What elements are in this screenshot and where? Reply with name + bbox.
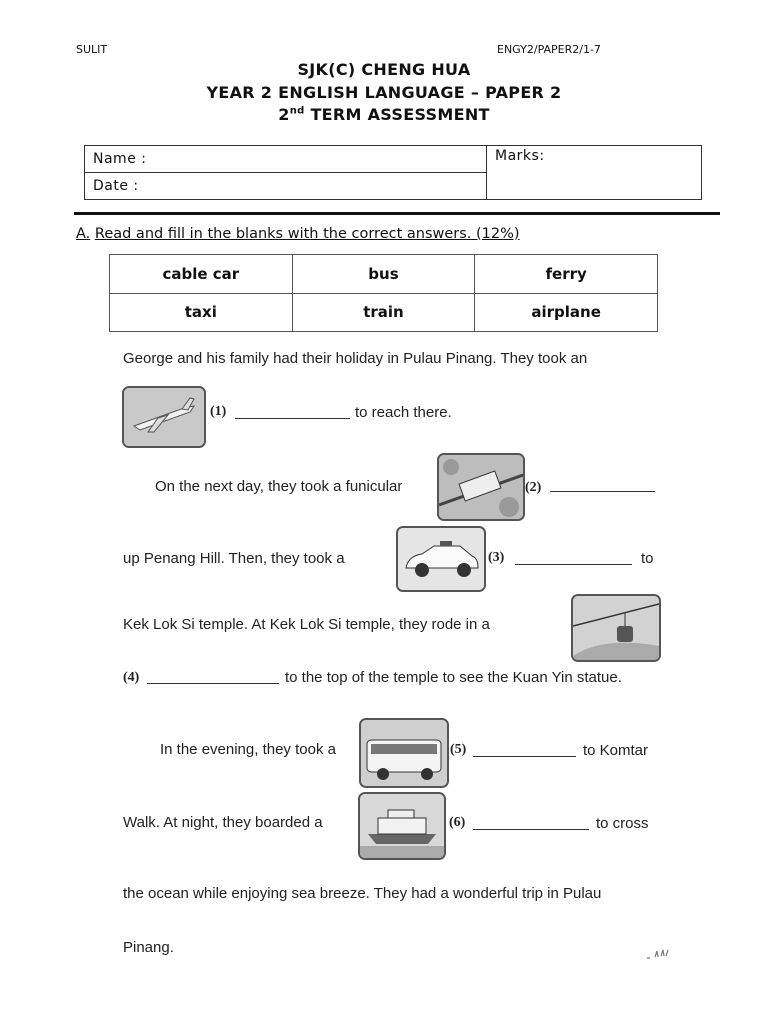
blank-3-number: (3)	[488, 550, 505, 565]
story-line-2: to reach there.	[355, 404, 452, 421]
section-a-instruction: A. Read and fill in the blanks with the correct answers. (12%)	[76, 226, 520, 242]
word-train: train	[292, 293, 475, 332]
paper-title: YEAR 2 ENGLISH LANGUAGE – PAPER 2	[206, 83, 562, 102]
story-line-3: On the next day, they took a funicular	[155, 478, 403, 495]
student-info-box	[84, 145, 702, 200]
divider	[74, 212, 720, 215]
funicular-train-picture	[437, 453, 525, 521]
term-title: 2nd TERM ASSESSMENT	[278, 105, 490, 124]
story-line-4: up Penang Hill. Then, they took a	[123, 550, 345, 567]
story-line-5: Kek Lok Si temple. At Kek Lok Si temple, they rode in a	[123, 616, 490, 633]
taxi-picture	[396, 526, 486, 592]
story-line-6: to the top of the temple to see the Kuan Yin statue.	[285, 669, 622, 686]
story-line-9: the ocean while enjoying sea breeze. They had a wonderful trip in Pulau	[123, 885, 602, 902]
ferry-picture	[358, 792, 446, 860]
story-line-8: Walk. At night, they boarded a	[123, 814, 323, 831]
blank-1[interactable]	[235, 417, 350, 419]
name-field[interactable]: Name :	[85, 146, 487, 173]
story-line-7b: to Komtar	[583, 742, 649, 759]
scan-mark	[645, 945, 669, 957]
blank-5-number: (5)	[450, 742, 467, 757]
blank-2[interactable]	[550, 490, 655, 492]
bus-picture	[359, 718, 449, 788]
classification-label: SULIT	[76, 43, 108, 56]
blank-4-number: (4)	[123, 670, 140, 685]
blank-3[interactable]	[515, 563, 632, 565]
word-box	[109, 254, 658, 332]
story-line-8b: to cross	[596, 815, 649, 832]
story-line-4b: to	[641, 550, 654, 567]
airplane-picture	[122, 386, 206, 448]
word-bus: bus	[292, 255, 475, 294]
word-cable-car: cable car	[110, 255, 293, 294]
story-line-1: George and his family had their holiday in Pulau Pinang. They took an	[123, 350, 588, 367]
blank-6[interactable]	[473, 828, 589, 830]
story-line-7: In the evening, they took a	[160, 741, 336, 758]
word-taxi: taxi	[110, 293, 293, 332]
date-field[interactable]: Date :	[85, 173, 487, 200]
blank-2-number: (2)	[525, 480, 542, 495]
word-ferry: ferry	[475, 255, 658, 294]
marks-field[interactable]: Marks:	[487, 146, 702, 200]
paper-code: ENGY2/PAPER2/1-7	[497, 43, 601, 56]
school-name: SJK(C) CHENG HUA	[297, 60, 471, 79]
blank-1-number: (1)	[210, 404, 227, 419]
blank-4[interactable]	[147, 682, 279, 684]
word-airplane: airplane	[475, 293, 658, 332]
cable-car-picture	[571, 594, 661, 662]
blank-5[interactable]	[473, 755, 576, 757]
blank-6-number: (6)	[449, 815, 466, 830]
story-line-10: Pinang.	[123, 939, 174, 956]
